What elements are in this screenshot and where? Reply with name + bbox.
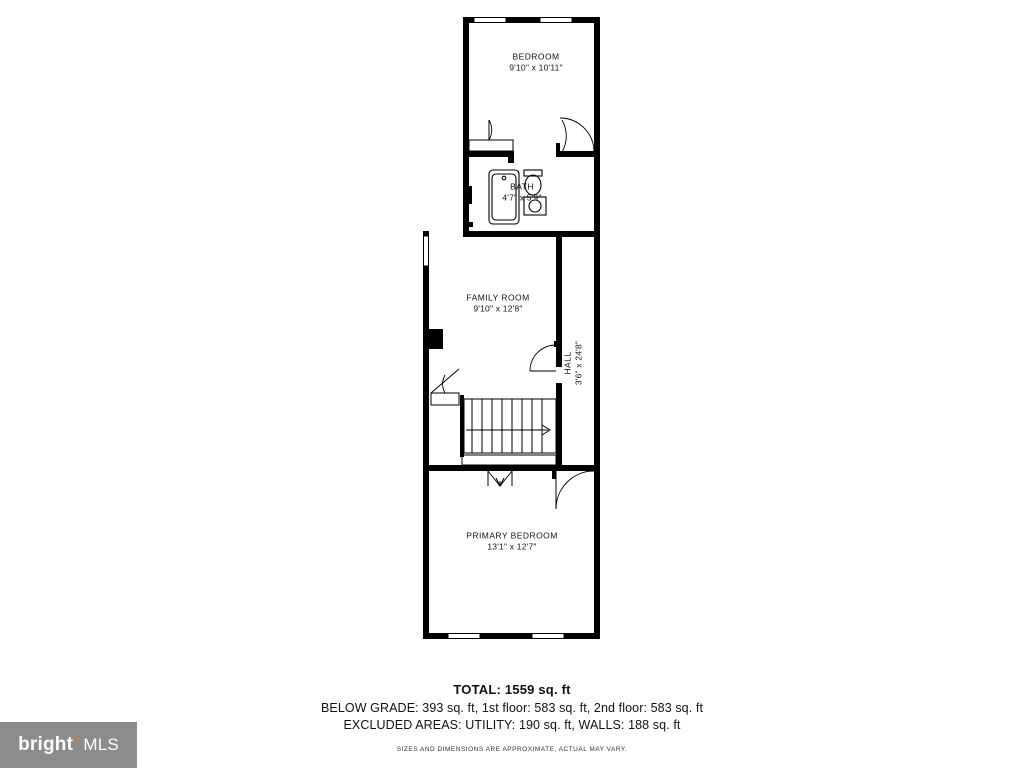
- disclaimer-text: SIZES AND DIMENSIONS ARE APPROXIMATE, ACTUAL MAY VARY.: [396, 745, 628, 753]
- total-area: TOTAL: 1559 sq. ft: [453, 682, 571, 697]
- room-dims: 3'6" x 24'8": [573, 340, 583, 386]
- room-name: BATH: [510, 181, 534, 192]
- room-name: FAMILY ROOM: [466, 292, 530, 303]
- trademark-icon: ™: [73, 737, 81, 745]
- logo-suffix: MLS: [83, 735, 119, 754]
- room-name: HALL: [562, 351, 573, 375]
- logo-text: [18, 734, 119, 756]
- room-name: BEDROOM: [512, 51, 560, 62]
- room-dims: 9'10" x 10'11": [509, 62, 563, 72]
- room-dims: 9'10" x 12'8": [473, 303, 523, 313]
- area-summary: [0, 682, 1024, 753]
- room-dims: 4'7" x 5'9": [502, 192, 542, 202]
- below-grade-areas: BELOW GRADE: 393 sq. ft, 1st floor: 583 sq. ft, 2nd floor: 583 sq. ft: [320, 701, 704, 715]
- bright-mls-logo: [0, 722, 137, 768]
- excluded-areas: EXCLUDED AREAS: UTILITY: 190 sq. ft, WALLS: 188 sq. ft: [343, 717, 681, 732]
- room-dims: 13'1" x 12'7": [487, 541, 537, 551]
- logo-brand: bright: [18, 734, 74, 755]
- room-name: PRIMARY BEDROOM: [466, 530, 558, 541]
